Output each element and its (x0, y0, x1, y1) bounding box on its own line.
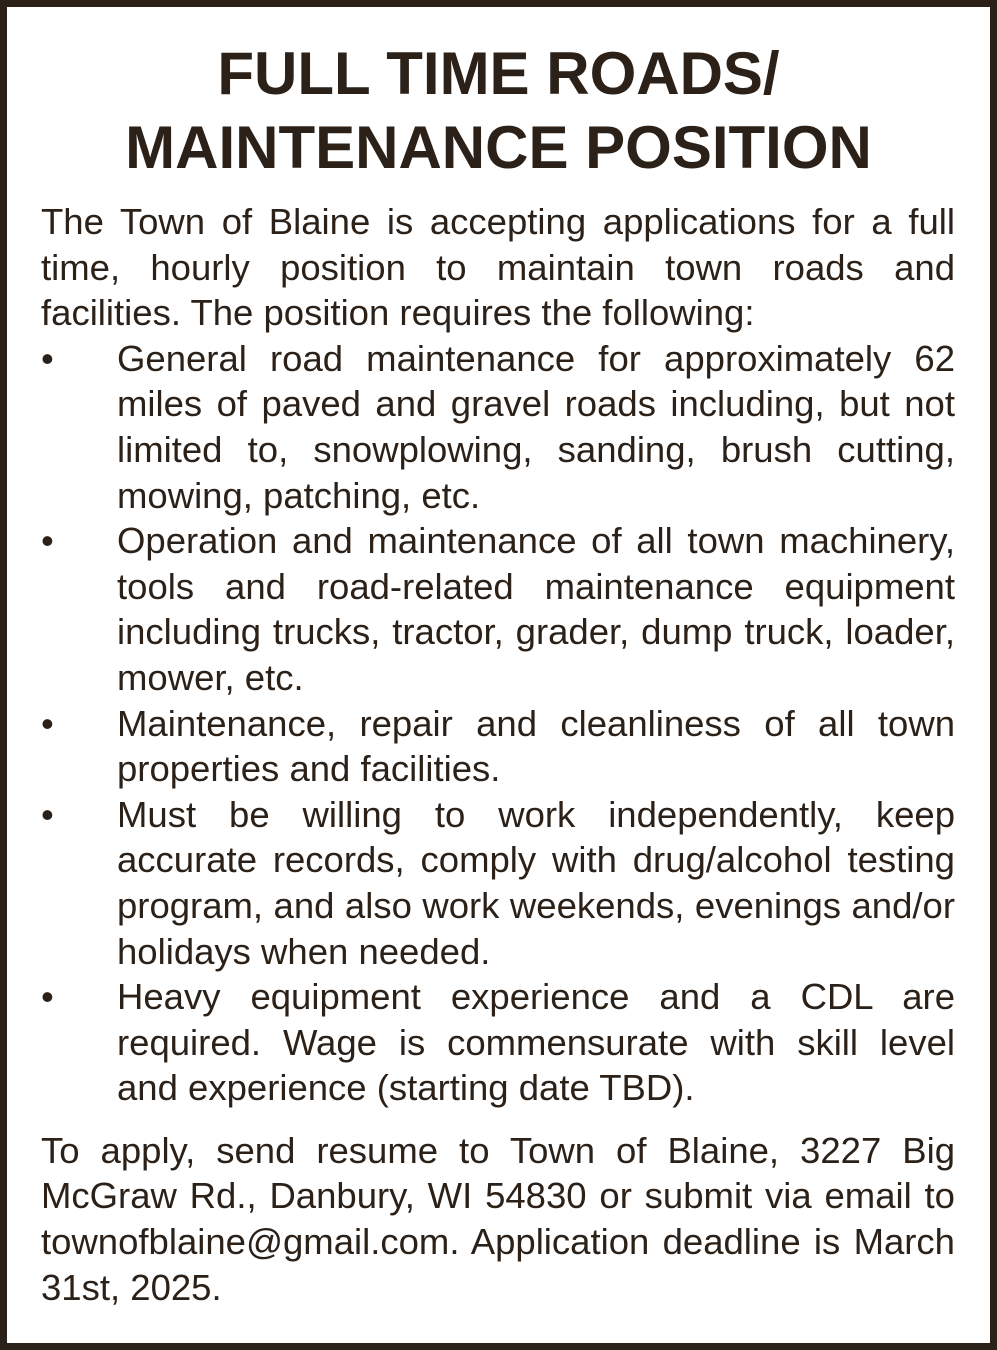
application-instructions: To apply, send resume to Town of Blaine, 3227 Big McGraw Rd., Danbury, WI 54830 or submit via email to townofblaine@gmail.com. Application deadline is March 31st, 2025. (41, 1129, 955, 1308)
requirement-item (41, 974, 955, 1111)
requirement-text: Operation and maintenance of all town machinery, tools and road-related maintenance equipment including trucks, tractor, grader, dump truck, loader, mower, etc. (117, 520, 955, 698)
ad-title-line-1: FULL TIME ROADS/ (217, 40, 780, 107)
requirement-item (41, 336, 955, 518)
requirement-text: Heavy equipment experience and a CDL are required. Wage is commensurate with skill level and experience (starting date TBD). (117, 976, 955, 1109)
bullet-icon: • (41, 520, 54, 562)
bullet-icon: • (41, 702, 54, 744)
requirement-item (41, 701, 955, 792)
bullet-icon: • (41, 793, 54, 835)
requirement-text: Maintenance, repair and cleanliness of all town properties and facilities. (117, 702, 955, 790)
ad-title-line-2: MAINTENANCE POSITION (125, 114, 872, 181)
ad-body (41, 199, 955, 1310)
requirements-list (41, 336, 955, 1111)
requirement-text: General road maintenance for approximately 62 miles of paved and gravel roads including, but not limited to, snowplowing, sanding, brush cutting, mowing, patching, etc. (117, 337, 955, 516)
intro-paragraph: The Town of Blaine is accepting applications for a full time, hourly position to maintain town roads and facilities. The position requires the following: (41, 201, 955, 334)
requirement-item (41, 518, 955, 700)
requirement-item (41, 792, 955, 974)
ad-title (7, 37, 990, 185)
requirement-text: Must be willing to work independently, keep accurate records, comply with drug/alcohol testing program, and also work weekends, evenings and/or holidays when needed. (117, 793, 955, 972)
bullet-icon: • (41, 976, 54, 1018)
bullet-icon: • (41, 337, 54, 379)
